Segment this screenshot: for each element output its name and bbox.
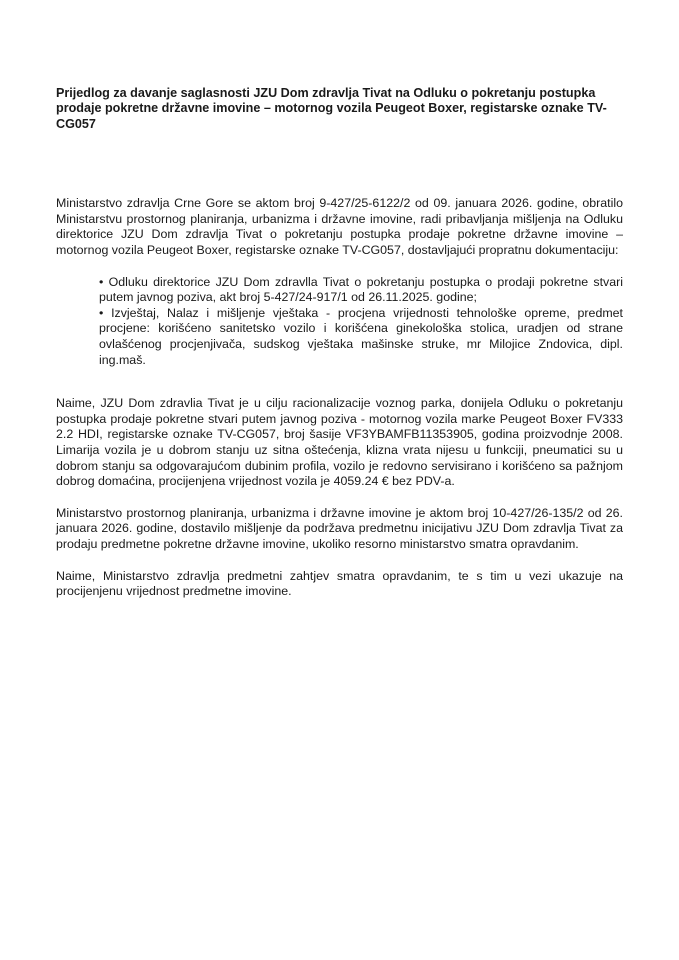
document-title: Prijedlog za davanje saglasnosti JZU Dom zdravlja Tivat na Odluku o pokretanju postupka prodaje pokretne državne imovine – motornog vozila Peugeot Boxer, registarske oznake TV-CG057: [56, 86, 607, 131]
ministry-opinion-paragraph: Ministarstvo prostornog planiranja, urbanizma i državne imovine je aktom broj 10-427/26-135/2 od 26. januara 2026. godine, dostavilo mišljenje da podržava predmetnu inicijativu JZU Dom zdravlja Tivat za prodaju predmetne pokretne državne imovine, ukoliko resorno ministarstvo smatra opravdanim.: [56, 505, 623, 551]
intro-paragraph: Ministarstvo zdravlja Crne Gore se aktom broj 9-427/25-6122/2 od 09. januara 2026. godine, obratilo Ministarstvu prostornog planiranja, urbanizma i državne imovine, radi pribavljanja mišljenja na Odluku direktorice JZU Dom zdravlja Tivat o pokretanju postupka prodaje pokretne državne imovine – motornog vozila Peugeot Boxer, registarske oznake TV-CG057, dostavljajući propratnu dokumentaciju:: [56, 196, 623, 257]
vehicle-paragraph: Naime, JZU Dom zdravlia Tivat je u cilju racionalizacije voznog parka, donijela Odluku o pokretanju postupka prodaje pokretne stvari putem javnog poziva - motornog vozila marke Peugeot Boxer FV333 2.2 HDI, registarske oznake TV-CG057, broj šasije VF3YBAMFB11353905, godina proizvodnje 2008. Limarija vozila je u dobrom stanju uz sitna oštećenja, klizna vrata nijesu u funkciji, pneumatici su u dobrom stanju sa odgovarajućom dubinim profila, vozilo je redovno servisirano i korišćeno sa pažnjom dobrog domaćina, procijenjena vrijednost vozila je 4059.24 € bez PDV-a.: [56, 396, 623, 489]
document-page: [56, 86, 623, 600]
list-item: • Izvještaj, Nalaz i mišljenje vještaka - procjena vrijednosti tehnološke opreme, predmet procjene: korišćeno sanitetsko vozilo i korišćena ginekološka stolica, uradjen od strane ovlašćenog procjenjivača, sudskog vještaka mašinske struke, mr Milojice Zndovica, dipl. ing.maš.: [99, 305, 623, 367]
attachment-list: [99, 275, 623, 369]
list-item: • Odluku direktorice JZU Dom zdravlla Tivat o pokretanju postupka o prodaji pokretne stvari putem javnog poziva, akt broj 5-427/24-917/1 od 26.11.2025. godine;: [99, 274, 623, 305]
conclusion-paragraph: Naime, Ministarstvo zdravlja predmetni zahtjev smatra opravdanim, te s tim u vezi ukazuje na procijenjenu vrijednost predmetne imovine.: [56, 568, 623, 599]
